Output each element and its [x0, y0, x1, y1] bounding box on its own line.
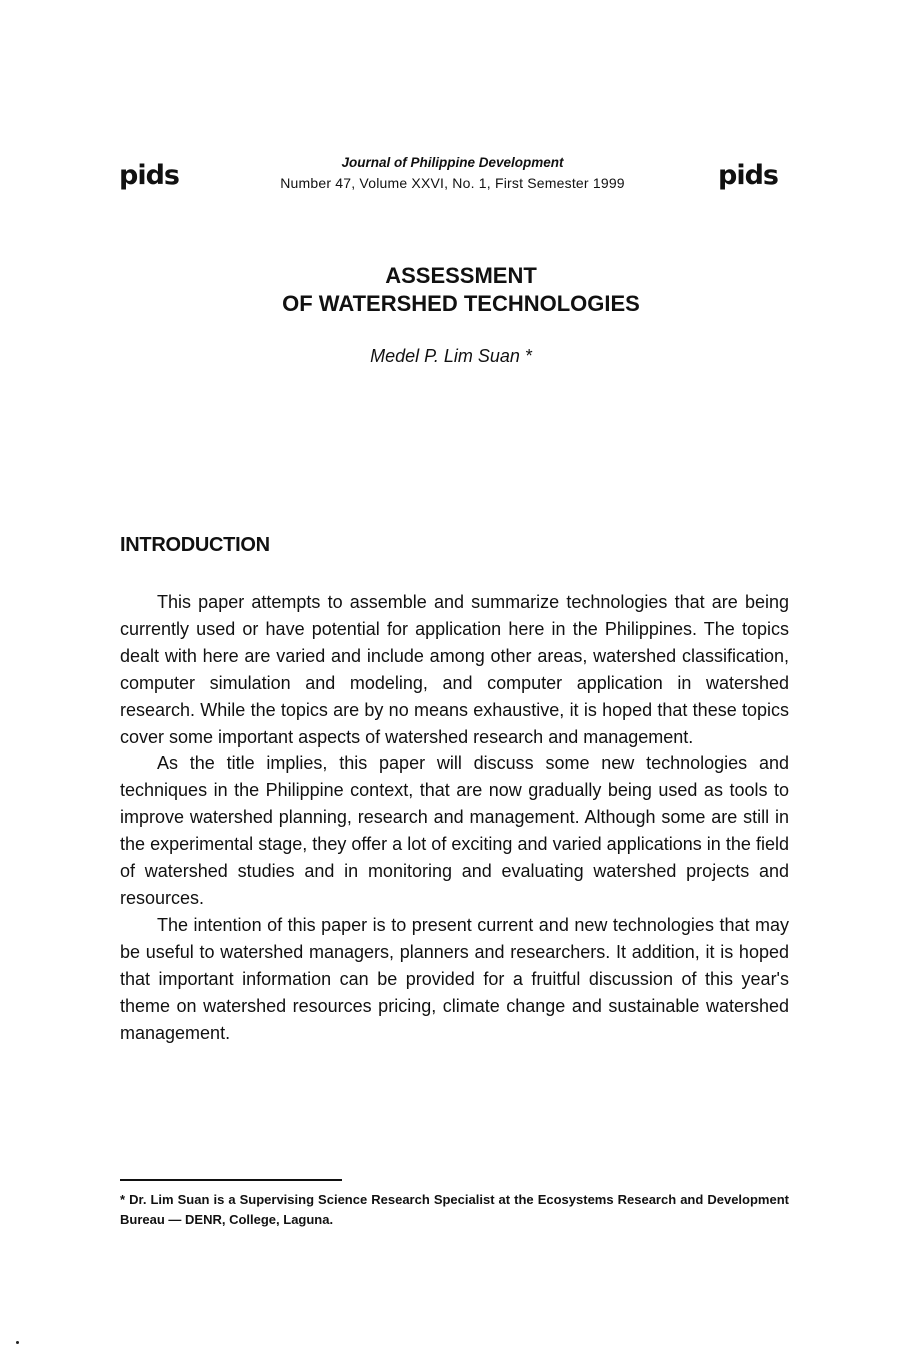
journal-header: [200, 153, 705, 193]
article-title-line-1: ASSESSMENT: [385, 263, 537, 288]
paragraph-3: The intention of this paper is to present current and new technologies that may be useful to watershed managers, planners and researchers. It addition, it is hoped that important information can be provided for a fruitful discussion of this year's theme on watershed resources pricing, climate change and sustainable watershed management.: [120, 914, 789, 1043]
pids-logo-right: pids: [718, 160, 778, 191]
scan-speck: [16, 1341, 19, 1344]
article-author: Medel P. Lim Suan *: [370, 346, 532, 366]
paragraph-1: This paper attempts to assemble and summarize technologies that are being currently used or have potential for application here in the Philippines. The topics dealt with here are varied and include among other areas, watershed classification, computer simulation and modeling, and computer application in watershed research. While the topics are by no means exhaustive, it is hoped that these topics cover some important aspects of watershed research and management.: [120, 592, 789, 747]
section-heading: INTRODUCTION: [120, 534, 270, 556]
footnote-divider: [120, 1179, 342, 1181]
footnote: * Dr. Lim Suan is a Supervising Science Research Specialist at the Ecosystems Research and Development Bureau — DENR, College, Laguna.: [120, 1192, 789, 1227]
journal-title: Journal of Philippine Development: [341, 155, 564, 170]
journal-issue: Number 47, Volume XXVI, No. 1, First Semester 1999: [280, 175, 625, 191]
pids-logo-left: pids: [119, 160, 179, 191]
body-text: [120, 589, 789, 1046]
article-title-line-2: OF WATERSHED TECHNOLOGIES: [282, 291, 640, 316]
article-title: [0, 262, 922, 318]
paragraph-2: As the title implies, this paper will discuss some new technologies and techniques in the Philippine context, that are now gradually being used as tools to improve watershed planning, research and management. Although some are still in the experimental stage, they offer a lot of exciting and varied applications in the field of watershed studies and in monitoring and evaluating watershed projects and resources.: [120, 753, 789, 908]
